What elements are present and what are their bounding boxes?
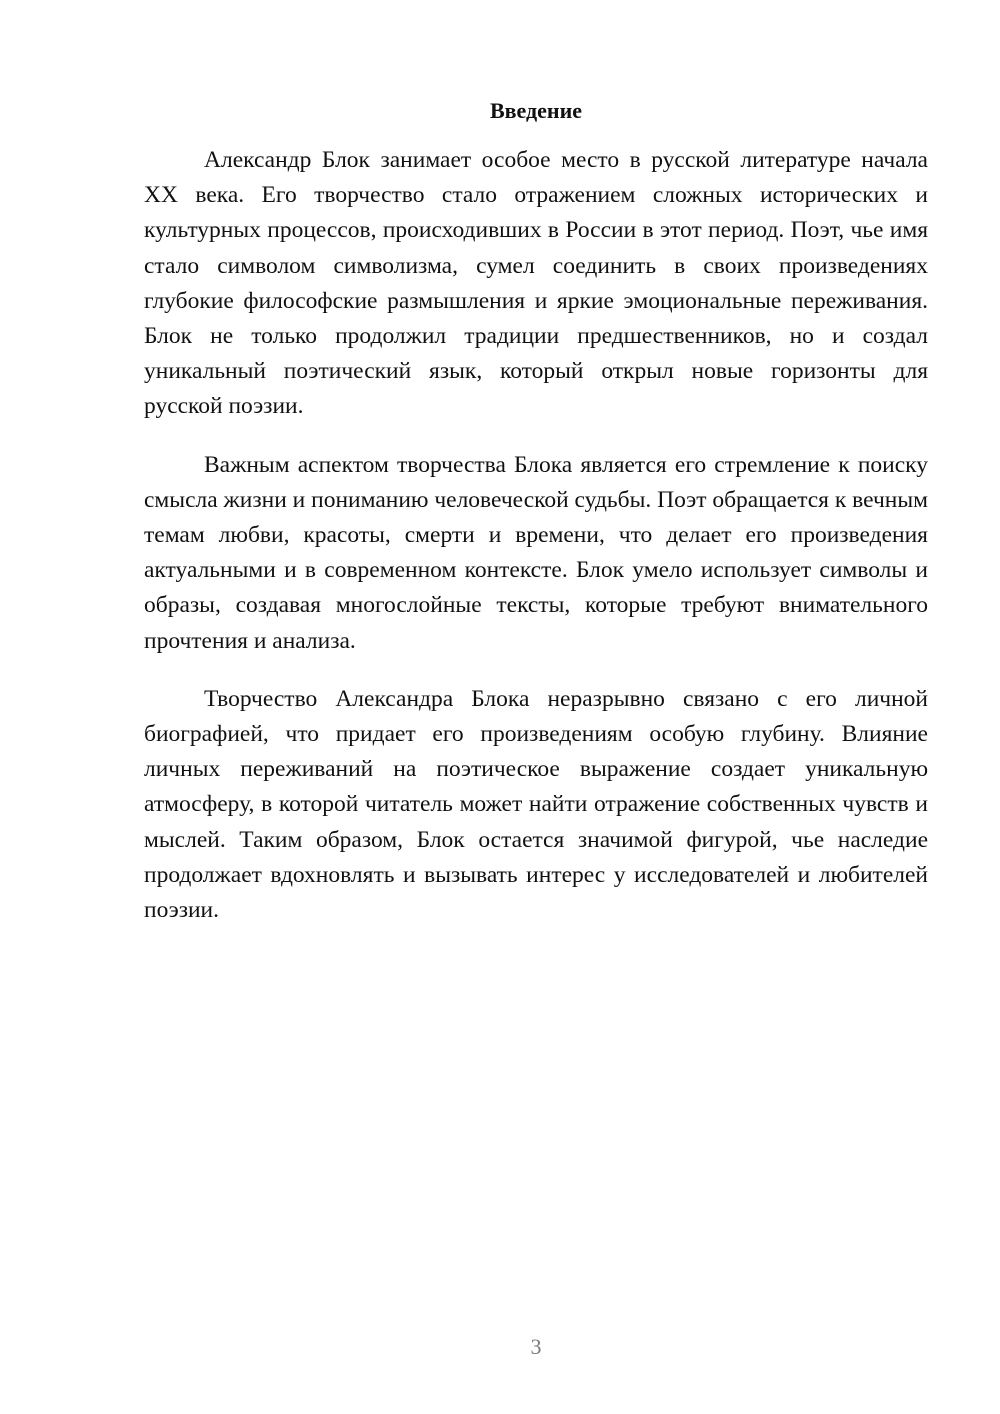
body-text xyxy=(144,143,928,951)
paragraph-1: Александр Блок занимает особое место в русской литературе начала XX века. Его творчество стало отражением сложных исторических и культурных процессов, происходивших в России в этот период. Поэт, чье имя стало символом символизма, сумел соединить в своих произведениях глубокие философские размышления и яркие эмоциональные переживания. Блок не только продолжил традиции предшественников, но и создал уникальный поэтический язык, который открыл новые горизонты для русской поэзии. xyxy=(144,147,928,420)
paragraph-3: Творчество Александра Блока неразрывно связано с его личной биографией, что придает его произведениям особую глубину. Влияние личных переживаний на поэтическое выражение создает уникальную атмосферу, в которой читатель может найти отражение собственных чувств и мыслей. Таким образом, Блок остается значимой фигурой, чье наследие продолжает вдохновлять и вызывать интерес у исследователей и любителей поэзии. xyxy=(144,685,928,924)
page-number: 3 xyxy=(530,1334,542,1359)
page-title: Введение xyxy=(489,98,583,123)
paragraph-2: Важным аспектом творчества Блока является его стремление к поиску смысла жизни и пониманию человеческой судьбы. Поэт обращается к вечным темам любви, красоты, смерти и времени, что делает его произведения актуальными и в современном контексте. Блок умело использует символы и образы, создавая многослойные тексты, которые требуют внимательного прочтения и анализа. xyxy=(144,451,929,654)
